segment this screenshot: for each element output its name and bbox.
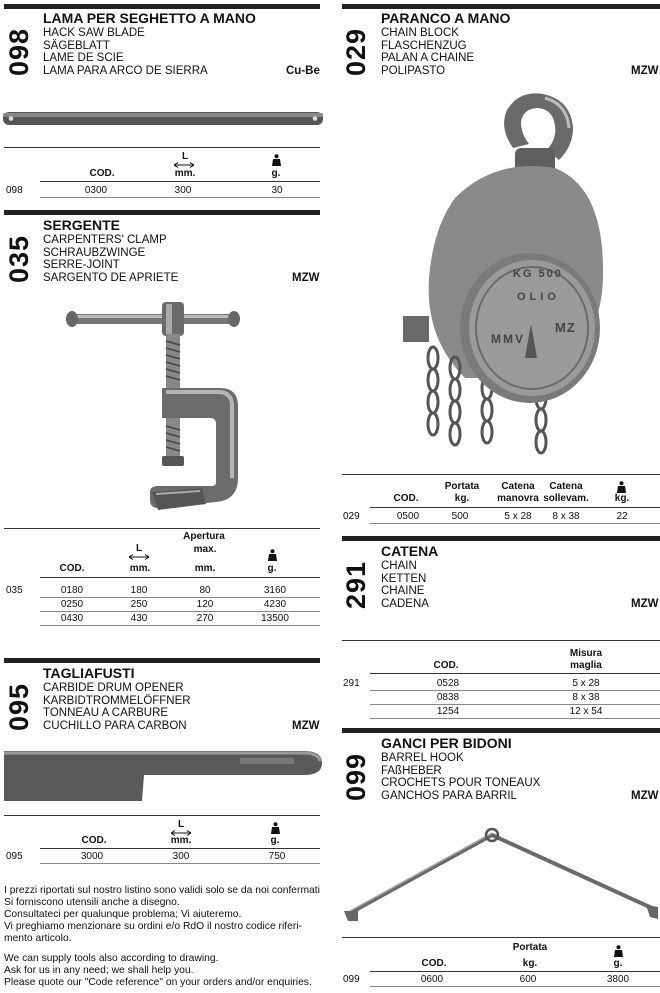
section-098-header-l: L [181,151,189,162]
section-098-number: 098 [4,27,34,76]
footer-it-line-3: Consultateci per qualunque problema; Vi aiuteremo. [4,909,242,920]
section-099-row-cod: 0600 [420,974,444,985]
carpenters-clamp-image [62,296,252,526]
section-035-title: SERGENTE [43,217,121,233]
section-095-row-mm: 300 [172,851,190,862]
section-029-number: 029 [341,27,371,76]
section-035-row-rule [40,597,320,598]
section-098-header-mm: mm. [174,168,196,179]
section-035-row-2-g: 4230 [263,599,287,610]
section-098-top-bar [4,4,320,9]
section-291-number: 291 [341,560,371,609]
section-029-brand: MZW [631,65,659,77]
chain-block-plate-capacity: KG 500 [513,268,563,280]
section-035-row-1-mm: 180 [130,585,148,596]
weight-icon [272,154,281,166]
section-029-line-1: CHAIN BLOCK [381,27,459,39]
section-029-header-sollevam: sollevam. [543,493,589,504]
section-098-title: LAMA PER SEGHETTO A MANO [43,10,256,26]
section-035-header-rule [40,577,320,578]
section-035-line-1: CARPENTERS' CLAMP [43,234,167,246]
section-098-line-1: HACK SAW BLADE [43,27,145,39]
section-035-header-l: L [135,543,143,554]
section-035-header-g: g. [267,563,277,574]
section-098-row-mm: 300 [174,185,192,196]
weight-icon [271,822,280,834]
section-035-header-mm: mm. [129,563,151,574]
section-029-row-rule [370,523,660,524]
footer-en-line-3: Please quote our "Code reference" on your orders and/or enquiries. [4,977,312,988]
section-095-header-rule [40,848,320,849]
section-029-table-rule [342,474,660,475]
section-099-row-rule [370,986,660,987]
section-029-header-cod: COD. [393,493,419,504]
footer-it-line-4: Vi preghiamo menzionare su ordini e/o RdO il nostro codice riferi- [4,921,302,932]
section-035-row-2-ap: 120 [196,599,214,610]
section-035-header-cod: COD. [59,563,85,574]
footer-it-line-5: mento articolo. [4,933,72,944]
section-098-header-g: g. [271,168,281,179]
section-035-line-3: SERRE-JOINT [43,259,120,271]
chain-block-image [395,88,610,458]
section-291-brand: MZW [631,598,659,610]
section-029-header-rule [370,507,660,508]
section-291-line-3: CHAINE [381,585,425,597]
section-035-row-3-g: 13500 [261,613,289,624]
section-291-row-2-maglia: 8 x 38 [572,692,600,703]
section-035-row-2-cod: 0250 [60,599,84,610]
section-035-row-3-ap: 270 [196,613,214,624]
section-099-line-3: CROCHETS POUR TONEAUX [381,777,541,789]
section-035-header-mm2: mm. [194,563,216,574]
section-029-top-bar [342,4,660,9]
section-099-row-g: 3800 [606,974,630,985]
section-099-table-rule [342,937,660,938]
section-035-line-4: SARGENTO DE APRIETE [43,272,179,284]
section-291-row-3-cod: 1254 [436,706,460,717]
section-291-header-cod: COD. [433,660,459,671]
section-291-line-1: CHAIN [381,560,417,572]
section-291-header-rule [370,673,660,674]
section-098-line-4: LAMA PARA ARCO DE SIERRA [43,65,208,77]
section-035-table-rule [4,528,320,529]
section-291-header-misura: Misura [569,648,603,659]
section-029-header-kg2: kg. [614,493,630,504]
section-095-line-3: TONNEAU A CARBURE [43,707,169,719]
section-095-header-cod: COD. [81,835,107,846]
footer-en-line-2: Ask for us in any need; we shall help you. [4,965,194,976]
section-095-row-ref: 095 [6,851,23,862]
section-099-header-portata: Portata [512,942,548,953]
section-098-line-3: LAME DE SCIE [43,52,124,64]
weight-icon [614,945,623,957]
section-095-top-bar [4,658,320,663]
footer-it-line-2: Si forniscono utensili anche a disegno. [4,897,180,908]
section-029-header-portata: Portata [444,481,480,492]
section-291-ref: 291 [343,678,360,689]
section-099-row-ref: 099 [343,974,360,985]
section-035-header-max: max. [193,544,217,555]
section-095-table-rule [4,815,320,816]
section-035-row-3-cod: 0430 [60,613,84,624]
section-291-row-2-cod: 0838 [436,692,460,703]
section-098-row-ref: 098 [6,185,23,196]
section-098-row-rule [40,197,320,198]
section-029-line-4: POLIPASTO [381,65,446,77]
section-291-row-rule [370,690,660,691]
section-035-row-rule [40,611,320,612]
section-035-top-bar [4,210,320,215]
section-029-header-manovra: manovra [497,493,539,504]
footer-en-line-1: We can supply tools also according to drawing. [4,953,219,964]
chain-block-plate-oil: OLIO [517,291,560,303]
section-098-row-cod: 0300 [84,185,108,196]
section-095-row-cod: 3000 [80,851,104,862]
weight-icon [617,481,626,493]
section-029-line-2: FLASCHENZUG [381,40,467,52]
section-029-row-sollevam: 8 x 38 [552,511,580,522]
section-291-header-maglia: maglia [570,660,602,671]
chain-block-plate-mark-left: MMV [491,332,525,346]
section-098-header-cod: COD. [89,168,115,179]
section-035-number: 035 [4,234,34,283]
section-095-header-g: g. [270,835,280,846]
section-291-row-1-maglia: 5 x 28 [572,678,600,689]
section-029-row-cod: 0500 [396,511,420,522]
section-099-line-4: GANCHOS PARA BARRIL [381,790,517,802]
section-029-header-catena-2: Catena [549,481,583,492]
section-029-line-3: PALAN A CHAINE [381,52,475,64]
section-035-header-apertura: Apertura [183,531,225,542]
weight-icon [268,549,277,561]
section-035-ref: 035 [6,585,23,596]
section-291-row-3-maglia: 12 x 54 [569,706,603,717]
barrel-hook-image [342,825,660,930]
section-095-line-1: CARBIDE DRUM OPENER [43,682,184,694]
section-029-header-catena-1: Catena [501,481,535,492]
section-029-row-kg: 22 [616,511,628,522]
section-099-brand: MZW [631,790,659,802]
section-098-row-g: 30 [271,185,283,196]
section-099-line-2: FAßHEBER [381,765,442,777]
carbide-drum-opener-image [4,747,326,803]
section-098-header-rule [40,181,320,182]
section-035-line-2: SCHRAUBZWINGE [43,247,146,259]
section-099-line-1: BARREL HOOK [381,752,464,764]
section-099-header-g: g. [613,958,623,969]
section-029-row-ref: 029 [343,511,360,522]
section-098-line-2: SÄGEBLATT [43,40,110,52]
footer-it-line-1: I prezzi riportati sul nostro listino sono validi solo se da noi confermati [4,885,320,896]
section-099-header-rule [370,971,660,972]
section-029-header-kg: kg. [454,493,470,504]
section-095-number: 095 [4,682,34,731]
section-291-title: CATENA [381,543,439,559]
section-035-row-1-cod: 0180 [60,585,84,596]
section-035-brand: MZW [292,272,320,284]
section-291-row-1-cod: 0528 [436,678,460,689]
section-291-line-4: CADENA [381,598,429,610]
hack-saw-blade-image [2,108,326,130]
section-291-top-bar [342,536,660,541]
section-291-table-rule [342,640,660,641]
section-035-row-2-mm: 250 [130,599,148,610]
section-095-brand: MZW [292,720,320,732]
section-095-line-4: CUCHILLO PARA CARBON [43,720,187,732]
section-029-row-manovra: 5 x 28 [504,511,532,522]
section-291-line-2: KETTEN [381,573,427,585]
section-098-brand: Cu-Be [286,65,320,77]
section-098-table-rule [4,147,320,148]
section-095-row-g: 750 [268,851,286,862]
section-099-top-bar [342,728,660,733]
section-095-line-2: KARBIDTROMMELÖFFNER [43,695,191,707]
section-291-row-rule [370,704,660,705]
section-029-row-portata: 500 [451,511,469,522]
section-095-row-rule [40,863,320,864]
section-099-title: GANCI PER BIDONI [381,735,512,751]
section-029-title: PARANCO A MANO [381,10,511,26]
section-099-header-kg: kg. [522,958,538,969]
section-035-row-3-mm: 430 [130,613,148,624]
section-035-row-1-g: 3160 [263,585,287,596]
section-035-row-rule [40,625,320,626]
section-291-row-rule [370,718,660,719]
section-095-title: TAGLIAFUSTI [43,665,135,681]
section-095-header-l: L [177,819,185,830]
chain-block-plate-mark-right: MZ [555,320,576,335]
section-095-header-mm: mm. [170,835,192,846]
section-099-header-cod: COD. [421,958,447,969]
section-099-number: 099 [341,752,371,801]
section-035-row-1-ap: 80 [199,585,211,596]
length-arrow-icon [129,554,149,560]
section-099-row-kg: 600 [519,974,537,985]
